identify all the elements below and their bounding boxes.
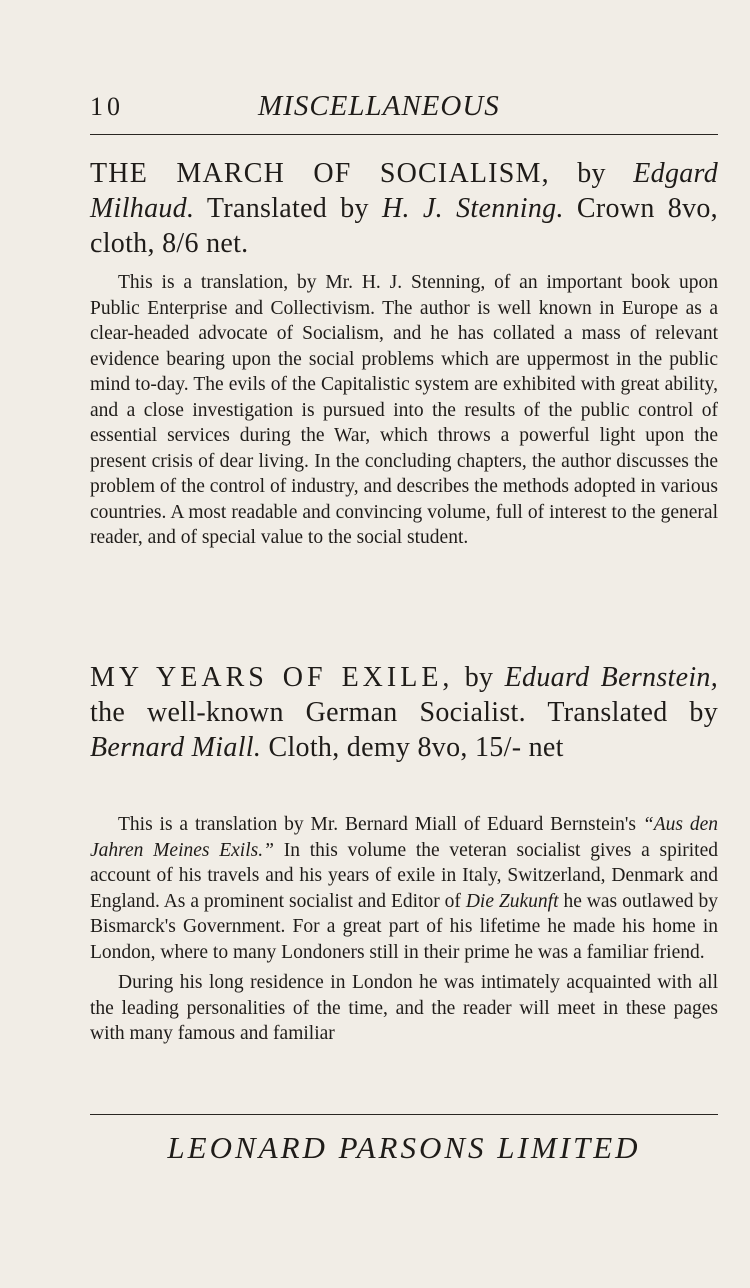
by-word: by [464, 662, 494, 693]
book-title: THE MARCH OF SOCIALISM, [90, 158, 550, 189]
page-number: 10 [90, 92, 124, 121]
description-paragraph: This is a translation, by Mr. H. J. Stenning, of an important book upon Public Enterprise and Collectivism. The author is well known in Europe as a clear-headed advocate of Socialism, and he has collated a mass of relevant evidence bearing upon the social problems which are uppermost in the public mind to-day. The evils of the Capitalistic system are exhibited with great ability, and a close investigation is pursued into the results of the public control of essential services during the War, which throws a powerful light upon the present crisis of dear living. In the concluding chapters, the author discusses the problem of the control of industry, and describes the methods adopted in various countries. A most readable and convincing volume, full of interest to the general reader, and of special value to the social student. [90, 272, 718, 548]
author-note: the well-known German Socialist. [90, 697, 526, 728]
description-paragraph-2: During his long residence in London he was intimately acquainted with all the leading personalities of the time, and the reader will meet in these pages with many famous and familiar [90, 972, 718, 1044]
page-header [90, 88, 718, 128]
translated-by-label: Translated by [206, 193, 369, 224]
format-and-price: Crown 8vo, cloth, 8/6 net. [90, 193, 718, 259]
book-title: MY YEARS OF EXILE, [90, 662, 454, 693]
header-rule [90, 134, 718, 135]
translator-name: Bernard Miall. [90, 732, 262, 763]
translated-by-label: Translated by [547, 697, 718, 728]
para-text: In this volume the veteran socialist gives a spirited account of his travels and his years of exile in Italy, Switzerland, Denmark and England. As a prominent socialist and Editor of [90, 839, 719, 912]
publisher-imprint: LEONARD PARSONS LIMITED [167, 1130, 641, 1165]
author-name: Edgard Milhaud. [90, 158, 718, 224]
para-text: This is a translation by Mr. Bernard Miall of Eduard Bernstein's [118, 814, 643, 835]
original-title: “Aus den Jahren Meines Exils.” [90, 814, 719, 861]
periodical-title: Die Zukunft [465, 890, 559, 912]
entry-description-years-of-exile [90, 812, 718, 1047]
entry-description-march-of-socialism [90, 270, 718, 551]
translator-name: H. J. Stenning. [381, 193, 564, 224]
by-word: by [577, 158, 606, 189]
footer-rule [90, 1114, 718, 1115]
author-name: Eduard Bernstein, [504, 662, 718, 693]
running-title: MISCELLANEOUS [258, 90, 500, 122]
para-text: he was outlawed by Bismarck's Government. For a great part of his lifetime he made his home in London, where to many Londoners still in their prime he was a familiar friend. [90, 890, 718, 963]
entry-heading-march-of-socialism [90, 156, 718, 261]
description-paragraph-1 [90, 812, 718, 965]
format-and-price: Cloth, demy 8vo, 15/- net [268, 732, 564, 763]
entry-heading-years-of-exile [90, 660, 718, 765]
